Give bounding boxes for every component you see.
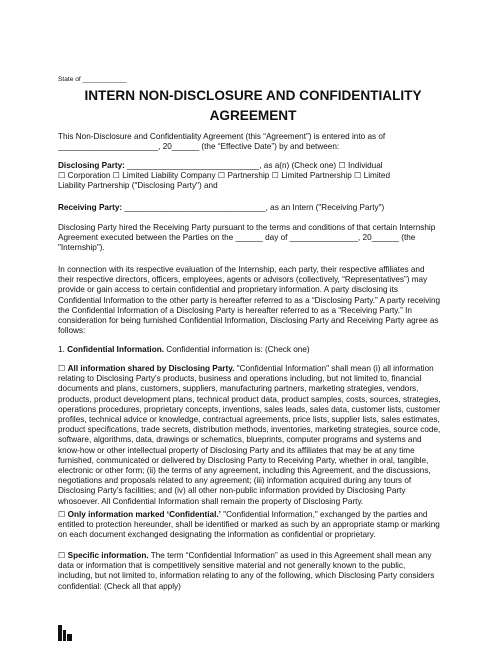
only-marked-line: [58, 510, 450, 520]
specific-text: The term “Confidential Information” as used in this Agreement shall mean any: [148, 551, 432, 560]
brand-logo-icon: [58, 625, 72, 641]
state-of-line: State of ____________: [58, 76, 127, 83]
entity-type-checkboxes[interactable]: ☐ Corporation ☐ Limited Liability Company ☐ Partnership ☐ Limited Partnership ☐ Limited: [58, 171, 391, 181]
specific-information-paragraph: [58, 551, 450, 592]
all-info-line: negotiations and proposals related to any agreement; (iii) information acquired during any tours of: [58, 476, 412, 486]
receiving-party-paragraph: [58, 203, 450, 213]
only-marked-checkbox[interactable]: ☐: [58, 510, 68, 519]
connection-line: Confidential Information to the other party is hereafter referred to as a “Disclosing Party.” A party receiving: [58, 295, 441, 305]
all-info-line: profiles, technical advice or knowledge, contractual agreements, price lists, supplier lists, sales estimates,: [58, 415, 440, 425]
intro-line: This Non-Disclosure and Confidentiality Agreement (this “Agreement”) is entered into as of: [58, 132, 386, 141]
disclosing-line: [58, 161, 450, 171]
all-info-line: documents and plans, customers, suppliers, manufacturing partners, marketing strategies, vendors,: [58, 384, 419, 394]
intro-line: ______________________, 20______ (the “Effective Date”) by and between:: [58, 142, 340, 152]
specific-line: confidential: (Check all that apply): [58, 581, 181, 591]
all-info-line: electronic or other form; (ii) the terms of any agreement, including this Agreement, and the discussions,: [58, 466, 431, 476]
specific-line: data or information that is competitively sensitive material and not generally known to the public,: [58, 561, 406, 571]
section-number: 1.: [58, 345, 68, 354]
all-info-line: furnished, communicated or delivered by Disclosing Party to Receiving Party, whether in oral, tangible,: [58, 455, 429, 465]
all-info-line: software, algorithms, data, drawings or schematics, blueprints, computer programs and systems and: [58, 435, 422, 445]
all-info-line: [58, 364, 450, 374]
connection-line: In connection with its respective evaluation of the Internship, each party, their respective affiliates and: [58, 265, 425, 274]
connection-paragraph: [58, 265, 450, 336]
agreement-title: [58, 86, 448, 126]
internship-line: Agreement executed between the Parties on the ______ day of _______________, 20______ (the: [58, 233, 416, 243]
internship-line: Disclosing Party hired the Receiving Party pursuant to the terms and conditions of that certain Internship: [58, 223, 436, 232]
title-line-2: AGREEMENT: [209, 108, 297, 123]
receiving-party-label: Receiving Party:: [58, 203, 123, 212]
specific-checkbox[interactable]: ☐: [58, 551, 68, 560]
only-marked-line: on each document exchanged designating the information as confidential or proprietary.: [58, 530, 376, 540]
specific-label: Specific information.: [67, 551, 149, 560]
section-1-heading: [58, 345, 450, 355]
all-info-line: operations procedures, proprietary concepts, inventions, sales leads, sales data, customer lists, customer: [58, 404, 440, 414]
all-info-line: Disclosing Party’s facilities; and (iv) all other non-public information provided by Disclosing Party: [58, 486, 406, 496]
intro-paragraph: [58, 132, 450, 152]
all-info-line: products, product development plans, technical product data, product samples, costs, sources, strategies,: [58, 394, 441, 404]
connection-line: their respective directors, officers, employees, agents or advisors (collectively, “Representatives”) may: [58, 275, 428, 285]
only-marked-paragraph: [58, 510, 450, 541]
connection-line: provide or gain access to certain confidential and proprietary information. A party disclosing its: [58, 285, 398, 295]
all-info-line: know-how or other intellectual property of Disclosing Party and its affiliates that may be at any time: [58, 445, 415, 455]
specific-line: including, but not limited to, information relating to any of the following, which Disclosing Party considers: [58, 571, 435, 581]
only-marked-line: entitled to protection hereunder, shall be identified or marked as such by an appropriate stamp or marking: [58, 520, 440, 530]
specific-line: [58, 551, 450, 561]
all-info-label: All information shared by Disclosing Party.: [67, 364, 235, 373]
all-info-line: relating to Disclosing Party’s products, business and operations including, but not limited to, financial: [58, 374, 422, 384]
disclosing-line: Liability Partnership ("Disclosing Party") and: [58, 181, 218, 191]
only-marked-text: "Confidential Information," exchanged by the parties and: [220, 510, 428, 519]
only-marked-label: Only information marked ‘Confidential.’: [67, 510, 221, 519]
all-info-text: "Confidential Information" shall mean (i) all information: [234, 364, 434, 373]
disclosing-party-label: Disclosing Party:: [58, 161, 125, 170]
internship-line: "Internship").: [58, 243, 105, 253]
internship-paragraph: [58, 223, 450, 254]
connection-line: the Confidential Information of a Disclosing Party is hereafter referred to as a “Receiving Party.” In: [58, 305, 412, 315]
all-info-line: whosoever. All Confidential Information shall remain the property of Disclosing Party.: [58, 496, 364, 506]
receiving-line: [58, 203, 450, 213]
all-info-checkbox[interactable]: ☐: [58, 364, 68, 373]
connection-line: consideration for being furnished Confidential Information, Disclosing Party and Receiving Party agree as: [58, 316, 439, 326]
section-line: [58, 345, 450, 355]
receiving-party-field[interactable]: _______________________________, as an Intern ("Receiving Party"): [122, 203, 385, 212]
disclosing-party-field[interactable]: _____________________________, as a(n) (Check one) ☐ Individual: [124, 161, 383, 170]
section-text: Confidential information is: (Check one): [164, 345, 310, 354]
disclosing-party-paragraph: [58, 161, 450, 192]
all-information-paragraph: [58, 364, 450, 507]
section-title: Confidential Information.: [67, 345, 164, 354]
connection-line: follows:: [58, 326, 86, 336]
title-line-1: INTERN NON-DISCLOSURE AND CONFIDENTIALITY: [84, 88, 422, 103]
all-info-line: product specifications, trade secrets, distribution methods, inventories, marketing strategies, source code,: [58, 425, 441, 435]
